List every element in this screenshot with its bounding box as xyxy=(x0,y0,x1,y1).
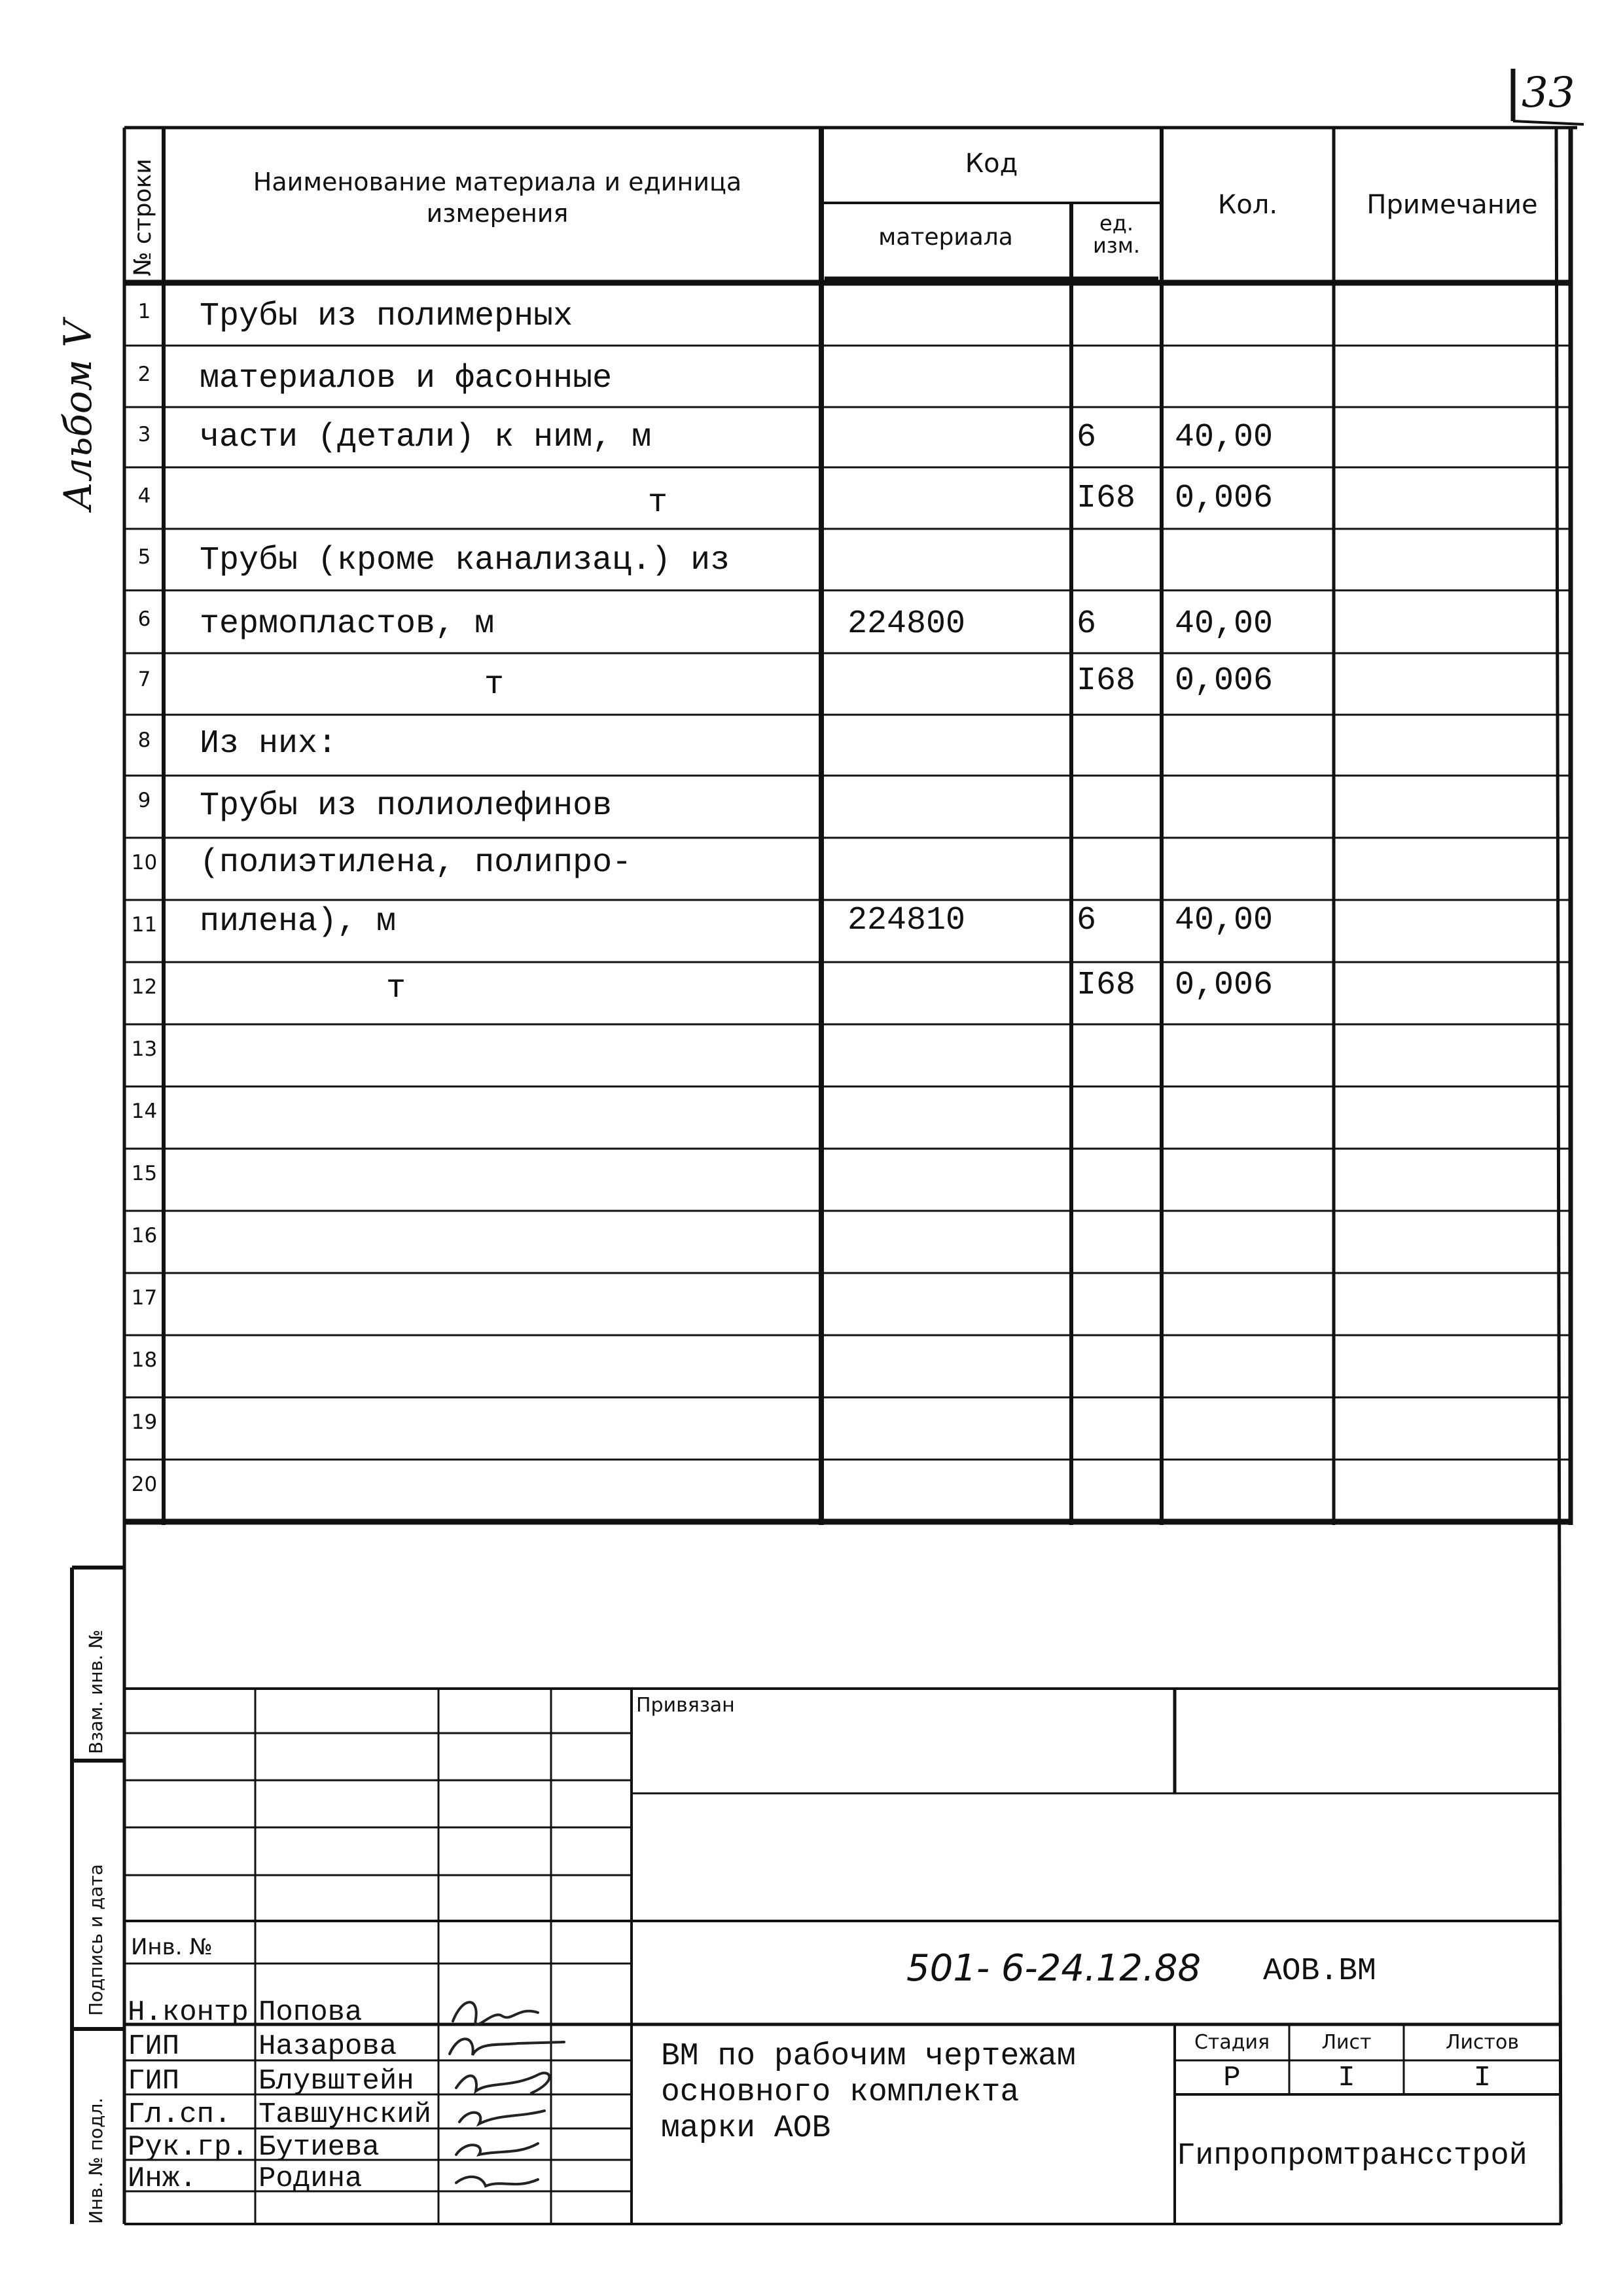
row-unit: 6 xyxy=(1077,605,1097,643)
signatory-role: Гл.сп. xyxy=(128,2098,232,2131)
row-number: 15 xyxy=(131,1162,158,1185)
header-unit xyxy=(1071,213,1162,257)
header-row-number: № строки xyxy=(130,158,156,276)
signatory-name: Бутиева xyxy=(259,2131,380,2164)
row-number: 1 xyxy=(137,300,151,323)
row-name: т xyxy=(386,970,406,1007)
margin-inv-podl: Инв. № подл. xyxy=(85,2097,107,2224)
row-name: Трубы из полимерных xyxy=(200,298,573,335)
row-qty: 40,00 xyxy=(1175,605,1274,643)
signature-scribbles xyxy=(440,1983,636,2225)
signatory-role: Рук.гр. xyxy=(128,2131,249,2164)
row-number: 3 xyxy=(137,423,151,446)
sheets-label: Листов xyxy=(1445,2031,1520,2054)
sheet-label: Лист xyxy=(1321,2031,1372,2054)
row-qty: 0,006 xyxy=(1175,967,1274,1004)
organization: Гипропромтрансстрой xyxy=(1177,2139,1527,2174)
row-number: 18 xyxy=(131,1348,158,1372)
stage-label: Стадия xyxy=(1194,2031,1270,2054)
header-qty: Кол. xyxy=(1217,190,1278,220)
header-material: материала xyxy=(878,224,1013,251)
row-number: 7 xyxy=(137,668,151,691)
inv-number-label: Инв. № xyxy=(131,1934,213,1960)
signatory-name: Назарова xyxy=(259,2030,397,2063)
sheets-value: I xyxy=(1473,2062,1491,2094)
document-number: 501- 6-24.12.88 xyxy=(906,1947,1202,1990)
signatory-role: ГИП xyxy=(128,2065,180,2098)
signatory-role: ГИП xyxy=(128,2030,180,2063)
document-mark: АОВ.ВМ xyxy=(1263,1954,1376,1989)
row-name: Трубы из полиолефинов xyxy=(200,787,613,825)
title-line-3: марки АОВ xyxy=(661,2111,831,2146)
row-number: 20 xyxy=(131,1473,158,1496)
row-name: Трубы (кроме канализац.) из xyxy=(200,542,730,579)
row-number: 16 xyxy=(131,1224,158,1247)
header-code: Код xyxy=(965,149,1018,179)
header-name: Наименование материала и единица измерения xyxy=(253,168,742,228)
row-qty: 40,00 xyxy=(1175,419,1274,456)
row-name: части (детали) к ним, м xyxy=(200,419,652,456)
title-line-1: ВМ по рабочим чертежам xyxy=(661,2039,1076,2074)
signatory-name: Блувштейн xyxy=(259,2065,414,2098)
row-number: 19 xyxy=(131,1410,158,1434)
page-number: 33 xyxy=(1522,69,1575,117)
row-name: термопластов, м xyxy=(200,605,495,643)
signatory-name: Тавшунский xyxy=(259,2098,432,2131)
row-name: т xyxy=(648,484,668,522)
title-line-2: основного комплекта xyxy=(661,2075,1020,2110)
row-name: Из них: xyxy=(200,725,338,762)
row-number: 4 xyxy=(137,484,151,508)
row-qty: 0,006 xyxy=(1175,480,1274,517)
row-number: 9 xyxy=(137,789,151,812)
signatory-role: Н.контр xyxy=(128,1996,249,2029)
row-unit: 6 xyxy=(1077,419,1097,456)
margin-podpis-data: Подпись и дата xyxy=(85,1864,107,2016)
signatory-name: Попова xyxy=(259,1996,363,2029)
row-name: (полиэтилена, полипро- xyxy=(200,844,632,882)
row-unit: 6 xyxy=(1077,902,1097,939)
row-code: 224810 xyxy=(847,902,966,939)
album-label: Альбом V xyxy=(56,319,100,511)
row-number: 12 xyxy=(131,975,158,999)
margin-inv-zam: Взам. инв. № xyxy=(85,1629,107,1754)
row-number: 11 xyxy=(131,913,158,937)
row-number: 8 xyxy=(137,728,151,752)
row-number: 17 xyxy=(131,1286,158,1310)
row-number: 10 xyxy=(131,851,158,874)
row-number: 13 xyxy=(131,1037,158,1061)
header-note: Примечание xyxy=(1366,190,1538,220)
header-unit-line1: ед. xyxy=(1099,211,1133,236)
row-unit: I68 xyxy=(1077,480,1136,517)
row-code: 224800 xyxy=(847,605,966,643)
signatory-role: Инж. xyxy=(128,2162,197,2195)
row-name: т xyxy=(484,666,505,704)
signatory-name: Родина xyxy=(259,2162,363,2195)
stage-value: Р xyxy=(1223,2062,1241,2094)
row-number: 6 xyxy=(137,607,151,631)
row-number: 14 xyxy=(131,1100,158,1123)
sheet-value: I xyxy=(1338,2062,1355,2094)
row-number: 2 xyxy=(137,363,151,386)
row-unit: I68 xyxy=(1077,662,1136,700)
row-unit: I68 xyxy=(1077,967,1136,1004)
row-name: материалов и фасонные xyxy=(200,360,613,397)
privyazan-label: Привязан xyxy=(636,1694,735,1717)
row-number: 5 xyxy=(137,545,151,569)
row-qty: 40,00 xyxy=(1175,902,1274,939)
row-name: пилена), м xyxy=(200,903,397,941)
header-unit-line2: изм. xyxy=(1092,232,1141,258)
row-qty: 0,006 xyxy=(1175,662,1274,700)
